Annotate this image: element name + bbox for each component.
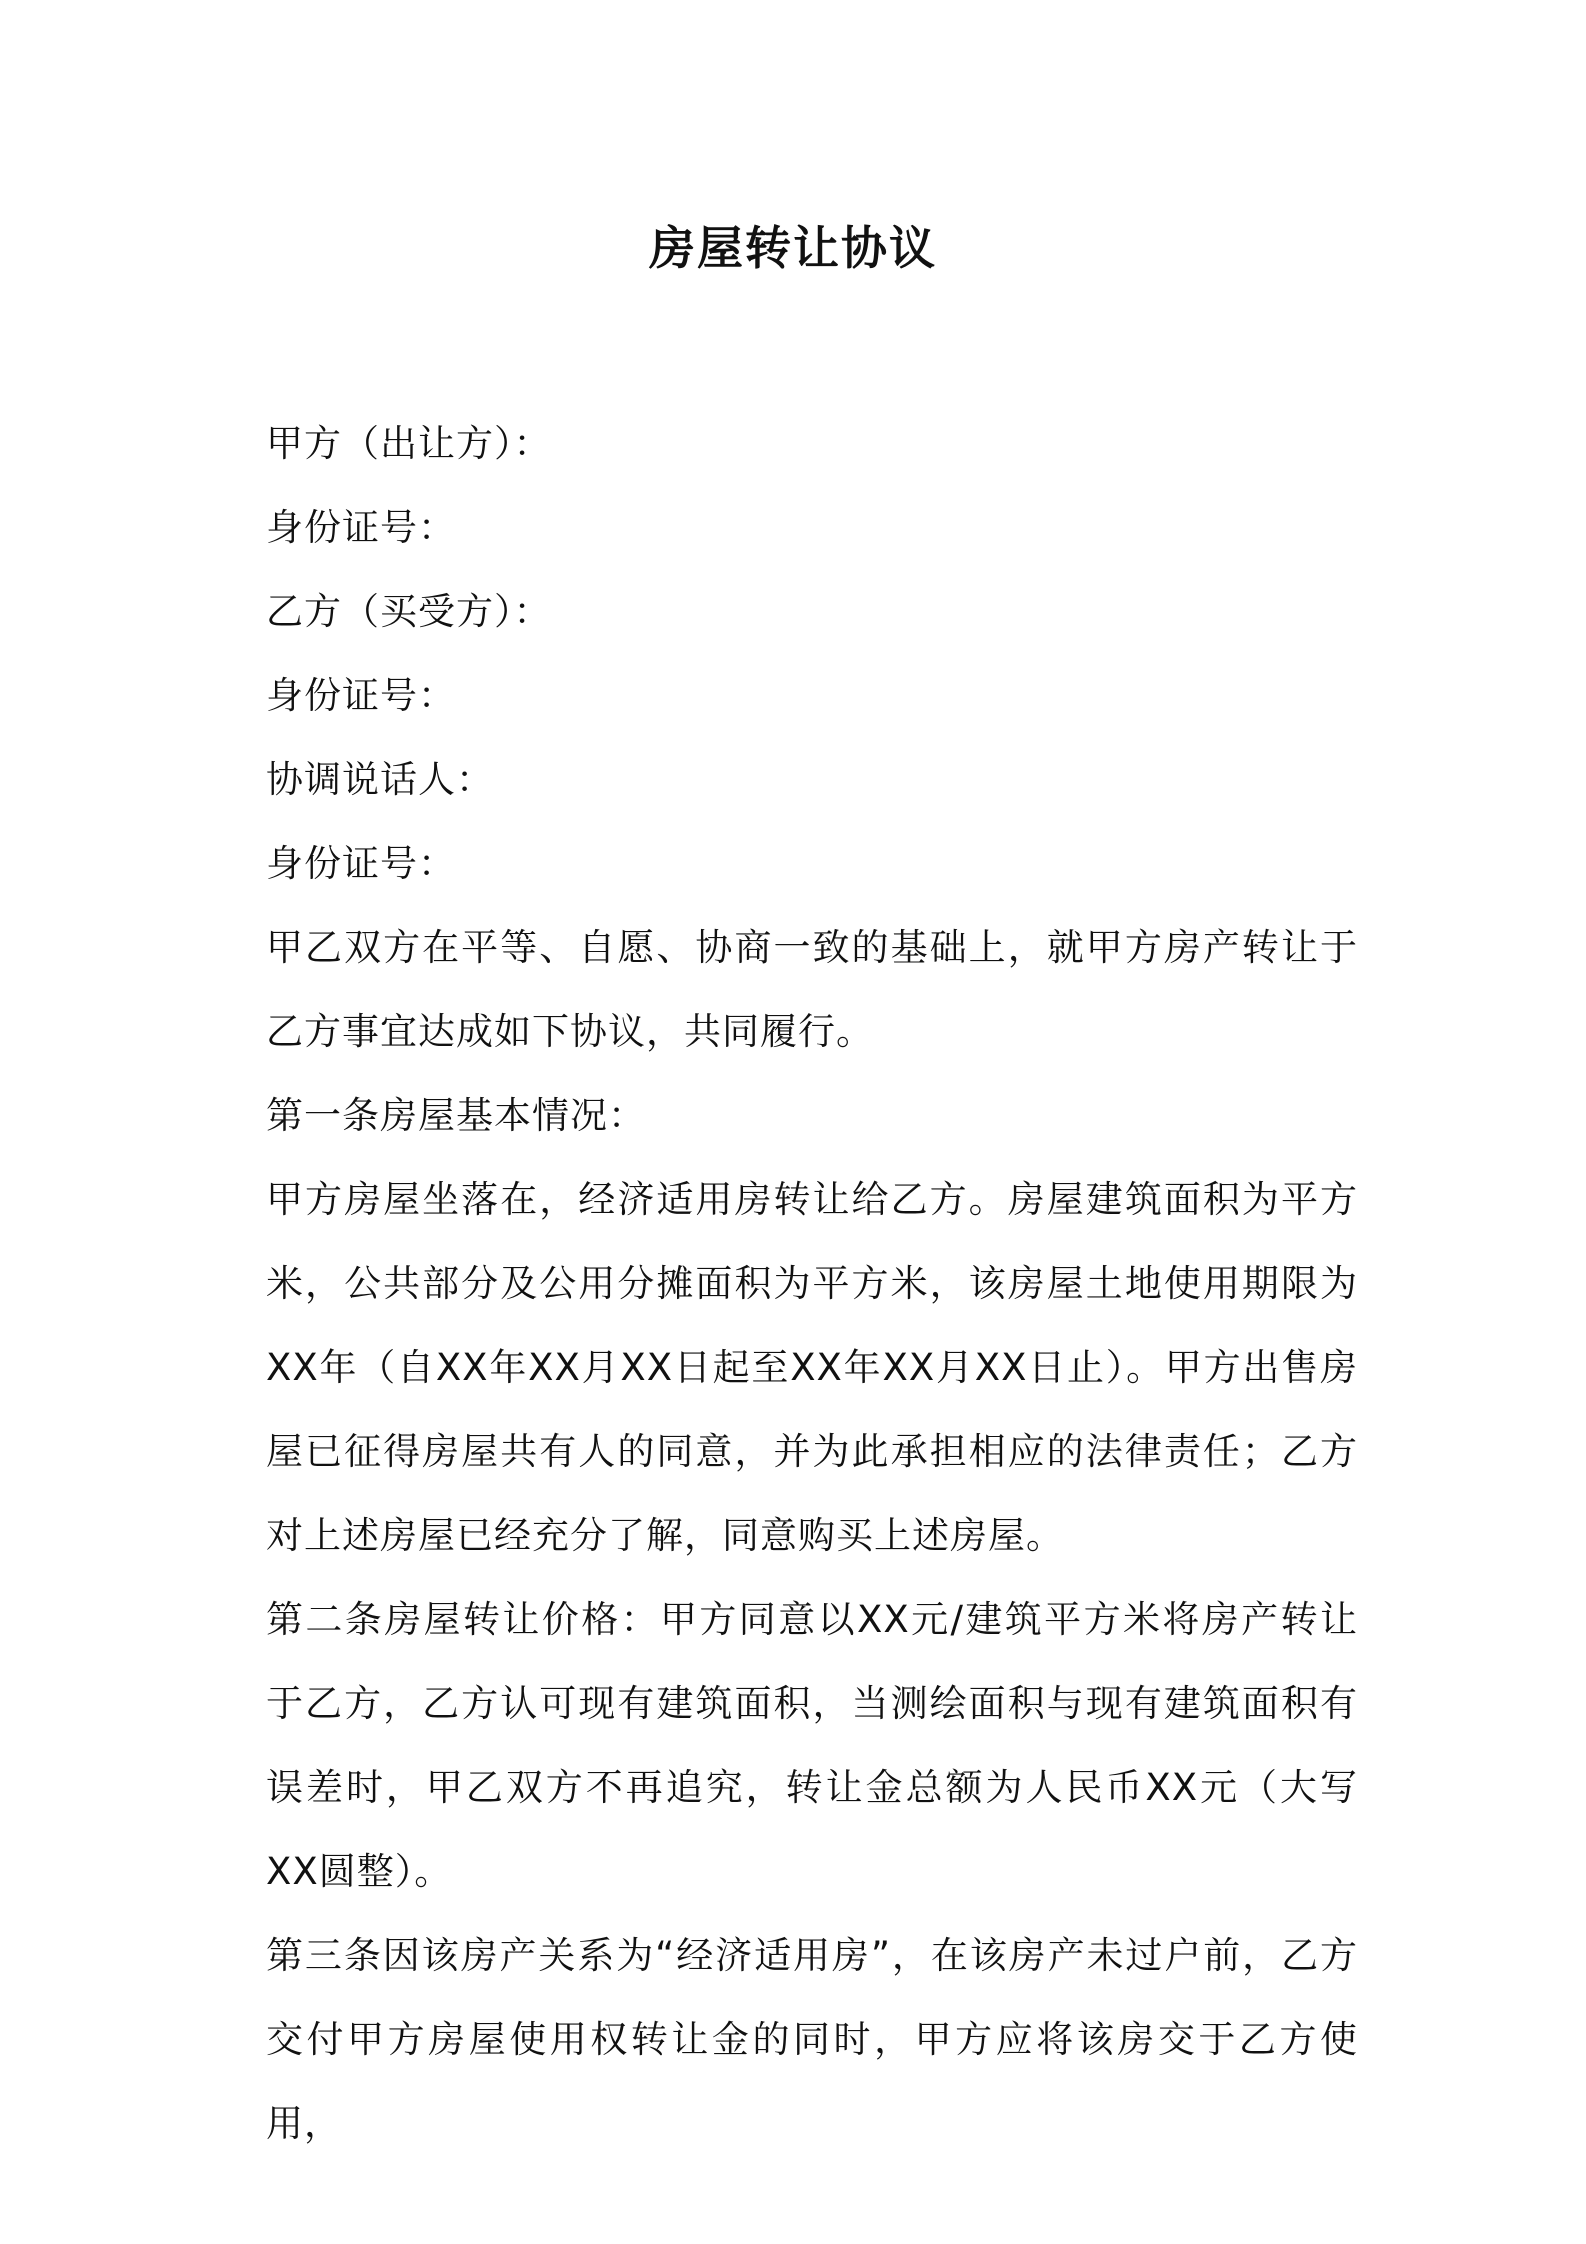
document-body [266,402,1358,2166]
mediator-field: 协调说话人： [266,758,494,801]
party-a-id-field: 身份证号： [266,506,456,549]
article1-heading: 第一条房屋基本情况： [266,1094,646,1137]
article1-body: 甲方房屋坐落在，经济适用房转让给乙方。房屋建筑面积为平方米，公共部分及公用分摊面积为平方米，该房屋土地使用期限为XX年（自XX年XX月XX日起至XX年XX月XX日止）。甲方出售房屋已征得房屋共有人的同意，并为此承担相应的法律责任；乙方对上述房屋已经充分了解，同意购买上述房屋。 [266,1178,1358,1557]
party-b-field: 乙方（买受方）： [266,590,552,633]
preamble-paragraph: 甲乙双方在平等、自愿、协商一致的基础上，就甲方房产转让于乙方事宜达成如下协议，共同履行。 [266,926,1358,1053]
mediator-id-field: 身份证号： [266,842,456,885]
document-title: 房屋转让协议 [649,221,937,275]
party-a-field: 甲方（出让方）： [266,422,552,465]
article2-paragraph: 第二条房屋转让价格：甲方同意以XX元/建筑平方米将房产转让于乙方，乙方认可现有建筑面积，当测绘面积与现有建筑面积有误差时，甲乙双方不再追究，转让金总额为人民币XX元（大写XX圆整）。 [266,1598,1358,1893]
party-b-id-field: 身份证号： [266,674,456,717]
article3-paragraph: 第三条因该房产关系为“经济适用房”，在该房产未过户前，乙方交付甲方房屋使用权转让金的同时，甲方应将该房交于乙方使用， [266,1934,1358,2145]
